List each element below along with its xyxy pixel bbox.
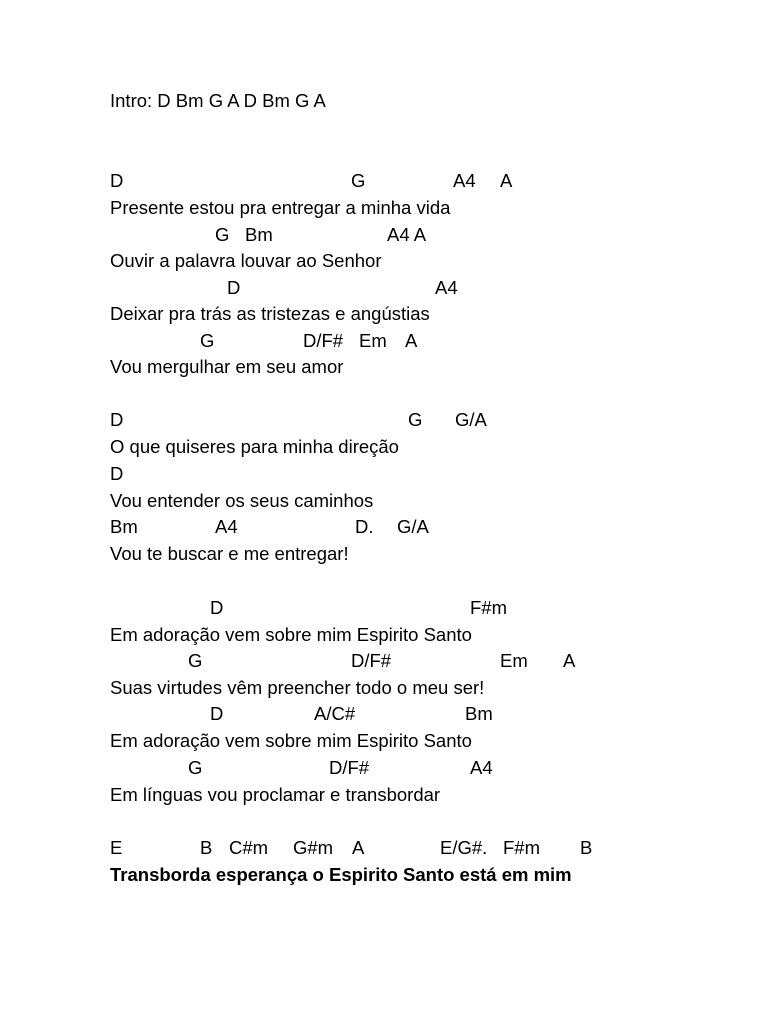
chord: F#m xyxy=(470,597,507,618)
chord: A4 xyxy=(453,170,476,191)
chord: G xyxy=(188,757,203,778)
chord: G#m xyxy=(293,837,334,858)
chord: G xyxy=(351,170,366,191)
lyric-line: Vou mergulhar em seu amor xyxy=(110,356,344,377)
chord: D. xyxy=(355,516,374,537)
chord: D/F# xyxy=(351,650,392,671)
chord: Em xyxy=(500,650,528,671)
chord: C#m xyxy=(229,837,269,858)
lyric-line: O que quiseres para minha direção xyxy=(110,436,399,457)
chord: G xyxy=(188,650,203,671)
chord: A/C# xyxy=(314,703,356,724)
chord: G/A xyxy=(455,409,487,430)
lyric-line-bold: Transborda esperança o Espirito Santo está em mim xyxy=(110,864,572,885)
chord: B xyxy=(580,837,593,858)
chord: D xyxy=(210,703,224,724)
chord: D xyxy=(110,170,124,191)
lyric-line: Em línguas vou proclamar e transbordar xyxy=(110,784,441,805)
chord: D xyxy=(227,277,241,298)
chord: G xyxy=(215,224,230,245)
chord: Bm xyxy=(245,224,273,245)
chord: E xyxy=(110,837,123,858)
lyric-line: Em adoração vem sobre mim Espirito Santo xyxy=(110,624,472,645)
lyric-line: Suas virtudes vêm preencher todo o meu ser! xyxy=(110,677,485,698)
lyric-line: Ouvir a palavra louvar ao Senhor xyxy=(110,250,382,271)
chord: D/F# xyxy=(303,330,344,351)
chord: Bm xyxy=(465,703,493,724)
chord: A xyxy=(563,650,576,671)
chord: A4 xyxy=(470,757,493,778)
chord: D xyxy=(110,409,124,430)
lyric-line: Deixar pra trás as tristezas e angústias xyxy=(110,303,430,324)
chord: A4 xyxy=(215,516,238,537)
chord: D/F# xyxy=(329,757,370,778)
chord: A xyxy=(500,170,513,191)
lyric-line: Em adoração vem sobre mim Espirito Santo xyxy=(110,730,472,751)
chord: Bm xyxy=(110,516,138,537)
lyric-line: Vou te buscar e me entregar! xyxy=(110,543,349,564)
chord: G xyxy=(200,330,215,351)
chord: Em xyxy=(359,330,387,351)
chord: A4 xyxy=(435,277,458,298)
chord: A xyxy=(352,837,365,858)
lyric-line: Vou entender os seus caminhos xyxy=(110,490,374,511)
chord: B xyxy=(200,837,213,858)
chord: E/G#. xyxy=(440,837,488,858)
chord: D xyxy=(210,597,224,618)
chord: A4 A xyxy=(387,224,427,245)
chord: G/A xyxy=(397,516,429,537)
chord: F#m xyxy=(503,837,540,858)
chord: A xyxy=(405,330,418,351)
lyric-line: Presente estou pra entregar a minha vida xyxy=(110,197,451,218)
intro-line: Intro: D Bm G A D Bm G A xyxy=(110,90,326,111)
chord: G xyxy=(408,409,423,430)
chord: D xyxy=(110,463,124,484)
